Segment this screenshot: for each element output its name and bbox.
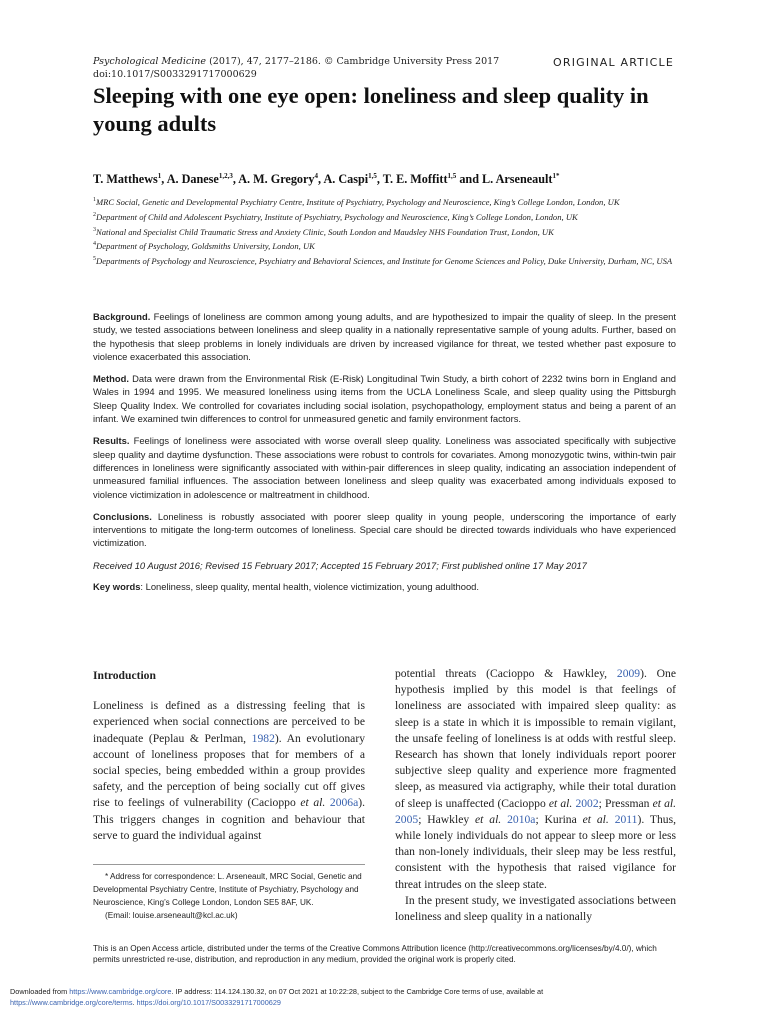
correspondence-note	[93, 870, 365, 922]
abstract-method	[93, 372, 676, 425]
citation-link[interactable]: 1982	[251, 731, 275, 745]
method-label: Method.	[93, 373, 129, 385]
author-list: T. Matthews$^1$, A. Danese$^{1,2,3}$, A. M. Gregory$^4$, A. Caspi$^{1,5}$, T. E. Moffitt$^{1,5}$ and L. Arseneault$^{1*}$	[93, 172, 560, 187]
conclusions-text: Loneliness is robustly associated with poorer sleep quality in young people, underscoring the importance of early interventions to mitigate the long-term outcomes of loneliness. Special care should be directed towards individuals who have experienced victimization.	[93, 510, 677, 549]
author-name: L. Arseneault	[482, 172, 553, 187]
terms-link[interactable]: https://www.cambridge.org/core/terms	[10, 997, 133, 1007]
author-affiliation-marker: 1,5	[368, 172, 377, 180]
results-text: Feelings of loneliness were associated with worse overall sleep quality. Loneliness was associated specifically with subjective sleep quality and daytime dysfunction. These associations were robust to controls for covariates. Among monozygotic twins, within-twin pair differences in loneliness were significantly associated with within-pair differences in sleep quality, indicating an association independent of unmeasured familial influences. The association between loneliness and sleep quality was exacerbated among individuals exposed to violence victimization in adolescence or maltreatment in childhood.	[93, 435, 676, 500]
author-affiliation-marker: 1*	[552, 172, 560, 180]
keywords-text: : Loneliness, sleep quality, mental health, violence victimization, young adulthood.	[140, 581, 479, 593]
author-affiliation-marker: 1,2,3	[218, 172, 233, 180]
article-dates: Received 10 August 2016; Revised 15 February 2017; Accepted 15 February 2017; First published online 17 May 2017	[93, 559, 587, 571]
correspondence-email: (Email: louise.arseneault@kcl.ac.uk)	[105, 911, 238, 920]
download-footer: Downloaded from https://www.cambridge.org/core. IP address: 114.124.130.32, on 07 Oct 2021 at 10:22:28, subject to the Cambridge Core terms of use, available at https://www.cambridge.org/core/terms. https://doi.org/10.1017/S0033291717000629	[10, 987, 544, 1007]
article-type: ORIGINAL ARTICLE	[553, 56, 674, 69]
affiliation: $^2$Department of Child and Adolescent Psychiatry, Institute of Psychiatry, Psychology and Neuroscience, King’s College London, London, UK	[93, 211, 578, 222]
citation: (2017), 47, 2177–2186.	[209, 56, 321, 67]
affiliation: $^4$Department of Psychology, Goldsmiths University, London, UK	[93, 241, 315, 252]
keywords	[93, 580, 676, 593]
author-name: T. E. Moffitt	[382, 172, 448, 187]
paragraph: potential threats (Cacioppo & Hawkley, 2009). One hypothesis implied by this model is that feelings of loneliness are associated with impaired sleep quality: as sleep is a state in which it is impossible to remain vigilant, the unsafe feeling of loneliness is at odds with restful sleep. Research has shown that lonely individuals report poorer subjective sleep quality and experience more fragmented sleep, as measured via actigraphy, while their total duration of sleep is unaffected (Cacioppo et al. 2002; Pressman et al. 2005; Hawkley et al. 2010a; Kurina et al. 2011). Thus, while lonely individuals do not appear to sleep more or less than non-lonely individuals, their sleep may be less restful, consistent with the hypothesis that raised vigilance for threat intrudes on the sleep state.	[395, 667, 676, 891]
author-name: T. Matthews	[93, 172, 158, 187]
conclusions-label: Conclusions.	[93, 510, 152, 522]
author-affiliation-marker: 4	[314, 172, 319, 180]
citation-link[interactable]: 2011	[614, 812, 638, 826]
method-text: Data were drawn from the Environmental Risk (E-Risk) Longitudinal Twin Study, a birth cohort of 2232 twins born in England and Wales in 1994 and 1995. We measured loneliness using items from the UCLA Loneliness Scale, and sleep quality using the Pittsburgh Sleep Quality Index. We controlled for covariates including social isolation, psychopathology, employment status and being a parent of an infant. We examined twin differences to control for unmeasured genetic and family environment factors.	[93, 373, 677, 425]
paragraph: Loneliness is defined as a distressing feeling that is experienced when social connections are perceived to be inadequate (Peplau & Perlman, 1982). An evolutionary account of loneliness proposes that for members of a social species, being embedded within a group provides safety, and the perception of being socially cut off gives rise to feelings of vulnerability (Cacioppo et al. 2006a). This triggers changes in cognition and behaviour that serve to guard the individual against	[93, 699, 365, 842]
author-name: A. M. Gregory	[238, 172, 315, 187]
affiliation: $^1$MRC Social, Genetic and Developmental Psychiatry Centre, Institute of Psychiatry, Psychology and Neuroscience, King’s College London, London, UK	[93, 196, 620, 207]
article-title: Sleeping with one eye open: loneliness and sleep quality in young adults	[93, 83, 649, 136]
results-label: Results.	[93, 435, 130, 447]
background-text: Feelings of loneliness are common among young adults, and are hypothesized to impair the quality of sleep. In the present study, we tested associations between loneliness and sleep quality in a nationally representative sample of young adults. Further, based on the hypothesis that sleep problems in lonely individuals are driven by increased vigilance for threat, we tested whether past exposure to violence exacerbated this association.	[93, 311, 676, 362]
affiliation: $^5$Departments of Psychology and Neuroscience, Psychiatry and Behavioral Sciences, and Institute for Genome Sciences and Policy, Duke University, Durham, NC, USA	[93, 255, 673, 266]
abstract	[93, 310, 676, 602]
journal-name: Psychological Medicine	[93, 56, 207, 67]
abstract-conclusions	[93, 510, 676, 550]
footnote-divider	[93, 864, 365, 865]
author-affiliation-marker: 1	[157, 172, 162, 180]
citation-link[interactable]: 2002	[575, 796, 599, 810]
keywords-label: Key words	[93, 581, 141, 593]
citation-link[interactable]: 2010a	[507, 812, 536, 826]
correspondence-address: * Address for correspondence: L. Arseneault, MRC Social, Genetic and Developmental Psychiatry Centre, Institute of Psychiatry, Psychology and Neuroscience, King’s College London, London SE5 8AF, UK.	[93, 872, 362, 907]
body-right-column	[395, 666, 676, 925]
abstract-background	[93, 310, 676, 363]
body-left-column	[93, 668, 365, 844]
author-name: A. Caspi	[323, 172, 369, 187]
doi: doi:10.1017/S0033291717000629	[93, 69, 257, 80]
open-access-notice: This is an Open Access article, distributed under the terms of the Creative Commons Attribution licence (http://creativecommons.org/licenses/by/4.0/), which permits unrestricted re-use, distribution, and reproduction in any medium, provided the original work is properly cited.	[93, 944, 657, 965]
section-heading: Introduction	[93, 669, 156, 682]
paragraph: In the present study, we investigated associations between loneliness and sleep quality in a nationally	[395, 893, 676, 924]
citation-link[interactable]: 2005	[395, 812, 419, 826]
copyright: © Cambridge University Press 2017	[323, 56, 500, 67]
journal-citation	[93, 55, 499, 81]
citation-link[interactable]: 2006a	[329, 796, 359, 810]
author-name: A. Danese	[166, 172, 219, 187]
doi-link[interactable]: https://doi.org/10.1017/S0033291717000629	[136, 997, 281, 1007]
affiliation: $^3$National and Specialist Child Traumatic Stress and Anxiety Clinic, South London and Maudsley NHS Foundation Trust, London, UK	[93, 226, 554, 237]
abstract-results	[93, 434, 676, 500]
affiliations	[93, 195, 678, 269]
citation-link[interactable]: 2009	[616, 667, 641, 680]
core-link[interactable]: https://www.cambridge.org/core	[69, 987, 172, 996]
author-affiliation-marker: 1,5	[447, 172, 457, 180]
background-label: Background.	[93, 311, 151, 322]
